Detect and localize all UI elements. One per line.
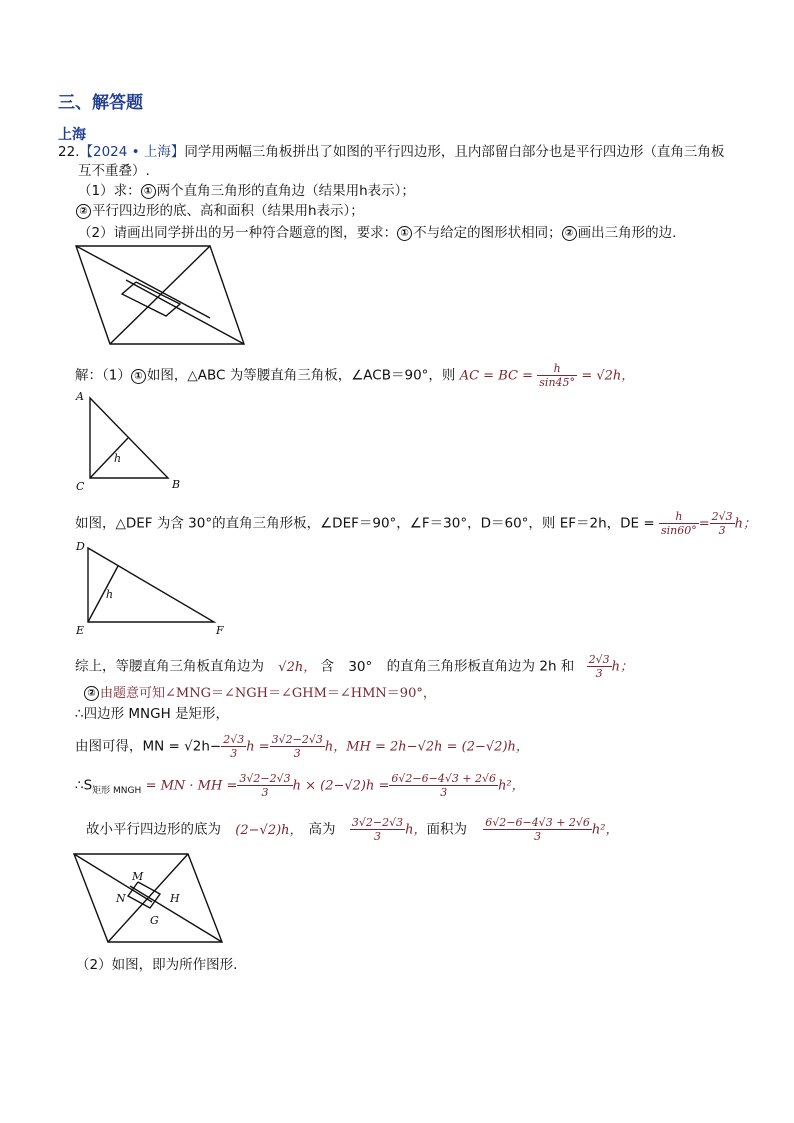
circled-two-icon: ② (562, 226, 577, 241)
circled-one-icon: ① (131, 369, 146, 384)
area-mid: = MN · MH = (145, 778, 238, 794)
mn-frac2-num: 3√2−2√3 (271, 733, 323, 746)
line1-result: = √2h， (581, 368, 635, 384)
summary-fraction (587, 653, 612, 680)
line2-frac-den: sin60° (660, 524, 697, 537)
conclusion-text-3: 面积为 (426, 821, 467, 838)
summary-text-1: 综上，等腰直角三角板直角边为 (75, 658, 264, 675)
area-tail: h²， (498, 778, 525, 794)
summary-text-3: 的直角三角形板直角边为 2h 和 (386, 658, 575, 675)
section-heading: 三、解答题 (58, 93, 143, 113)
conclusion-fraction (350, 816, 405, 843)
summary-text-2: 含 (320, 658, 335, 675)
line1-frac-num: h (537, 362, 577, 376)
problem-number: 22. (58, 144, 80, 160)
mn-mid: h = (246, 739, 270, 755)
line2-frac2-den: 3 (718, 524, 726, 537)
conclusion-fraction-2 (483, 816, 592, 843)
area-fraction-2 (389, 772, 498, 799)
region-label: 上海 (58, 127, 86, 143)
conclusion-text-2: 高为 (308, 821, 336, 838)
figure-parallelogram-original (70, 242, 250, 348)
mn-frac-den: 3 (230, 747, 238, 760)
label-m: M (132, 870, 144, 883)
summary-val-2: 30° (348, 658, 373, 675)
area-frac-den: 3 (261, 786, 269, 799)
area-frac-num: 3√2−2√3 (239, 772, 291, 785)
area-mid-2: h × (2−√2)h = (292, 778, 390, 794)
area-fraction (237, 772, 292, 799)
solution-line-1 (75, 362, 634, 389)
line2-fraction-2 (710, 510, 735, 537)
conclusion-tail-2: h²， (591, 822, 619, 838)
label-n: N (116, 892, 126, 905)
area-sub: 矩形 MNGH (92, 786, 142, 797)
problem-line-1 (58, 143, 724, 161)
figure-triangle-abc (72, 388, 184, 494)
conclusion-frac-num: 3√2−2√3 (351, 816, 404, 829)
problem-stem-1: 同学用两幅三角板拼出了如图的平行四边形，且内部留白部分也是平行四边形（直角三角板 (184, 144, 725, 160)
line2-text: 如图，△DEF 为含 30°的直角三角形板，∠DEF＝90°，∠F＝30°，D＝60°，则 EF＝2h，DE = (75, 515, 655, 532)
solution-line-2 (75, 510, 756, 537)
line2-frac2-num: 2√3 (711, 510, 733, 523)
conclusion-line (86, 816, 619, 843)
label-b: B (172, 478, 181, 491)
area-line (75, 772, 525, 800)
label-a: A (76, 390, 84, 403)
summary-frac-den: 3 (595, 667, 603, 680)
part2-solution-line: （2）如图，即为所作图形. (76, 957, 238, 973)
label-d: D (76, 540, 85, 553)
problem-stem-2: 互不重叠）. (78, 163, 150, 179)
conclusion-val-1: (2−√2)h， (235, 822, 303, 838)
circled-one-icon: ① (141, 184, 156, 199)
line2-eq: = (698, 516, 710, 532)
rect-line: ∴四边形 MNGH 是矩形， (75, 706, 230, 722)
circled-one-icon: ① (397, 226, 412, 241)
summary-tail: h； (611, 659, 633, 675)
label-h: h (106, 588, 114, 601)
line1-fraction (537, 362, 577, 389)
conclusion-frac2-num: 6√2−6−4√3 + 2√6 (485, 816, 590, 829)
conclusion-tail-1: h， (405, 822, 427, 838)
item2-text: 由题意可知∠MNG＝∠NGH＝∠GHM＝∠HMN＝90°， (100, 686, 436, 701)
label-g: G (150, 914, 159, 927)
area-frac2-num: 6√2−6−4√3 + 2√6 (391, 772, 497, 785)
area-prefix: ∴S (75, 777, 93, 794)
circled-two-icon: ② (84, 686, 99, 701)
circled-two-icon: ② (76, 204, 91, 219)
conclusion-text-1: 故小平行四边形的底为 (86, 821, 221, 838)
part1-line (78, 182, 415, 200)
conclusion-frac-den: 3 (373, 830, 381, 843)
label-h: H (170, 892, 180, 905)
summary-line (75, 653, 633, 680)
label-c: C (76, 480, 85, 493)
part2-req1: 不与给定的图形状相同； (413, 225, 562, 241)
part2-line (78, 224, 676, 242)
solution-prefix: 解：（1） (75, 367, 131, 384)
solution-line1-text: 如图，△ABC 为等腰直角三角板，∠ACB＝90°，则 (146, 367, 456, 384)
label-h: h (114, 452, 122, 465)
mn-frac-num: 2√3 (223, 733, 245, 746)
part1-intro: （1）求： (78, 183, 141, 199)
part2-intro: （2）请画出同学拼出的另一种符合题意的图，要求： (78, 225, 398, 241)
line2-frac-num: h (659, 510, 699, 524)
mn-fraction (221, 733, 246, 760)
item2-line (84, 684, 436, 703)
summary-frac-num: 2√3 (588, 653, 610, 666)
mn-tail: h，MH = 2h−√2h = (2−√2)h， (324, 739, 529, 755)
part1-item2-line (76, 202, 364, 220)
line1-frac-den: sin45° (539, 376, 576, 389)
line2-fraction (659, 510, 699, 537)
area-frac2-den: 3 (440, 786, 448, 799)
mn-fraction-2 (270, 733, 325, 760)
line2-tail: h； (734, 516, 757, 532)
mn-line (75, 733, 529, 760)
label-e: E (76, 624, 85, 637)
label-f: F (216, 624, 224, 637)
part2-req2: 画出三角形的边. (577, 225, 677, 241)
figure-parallelogram-mngh (70, 850, 262, 950)
summary-val-1: √2h， (278, 659, 317, 675)
mn-frac2-den: 3 (293, 747, 301, 760)
conclusion-frac2-den: 3 (534, 830, 542, 843)
line1-math: AC = BC = (459, 368, 533, 384)
figure-triangle-def (72, 536, 234, 638)
mn-text: 由图可得，MN = √2h− (75, 738, 222, 755)
problem-source: 【2024 • 上海】 (79, 144, 185, 160)
part1-item1: 两个直角三角形的直角边（结果用h表示）； (156, 183, 415, 199)
part1-item2: 平行四边形的底、高和面积（结果用h表示）； (92, 203, 364, 219)
